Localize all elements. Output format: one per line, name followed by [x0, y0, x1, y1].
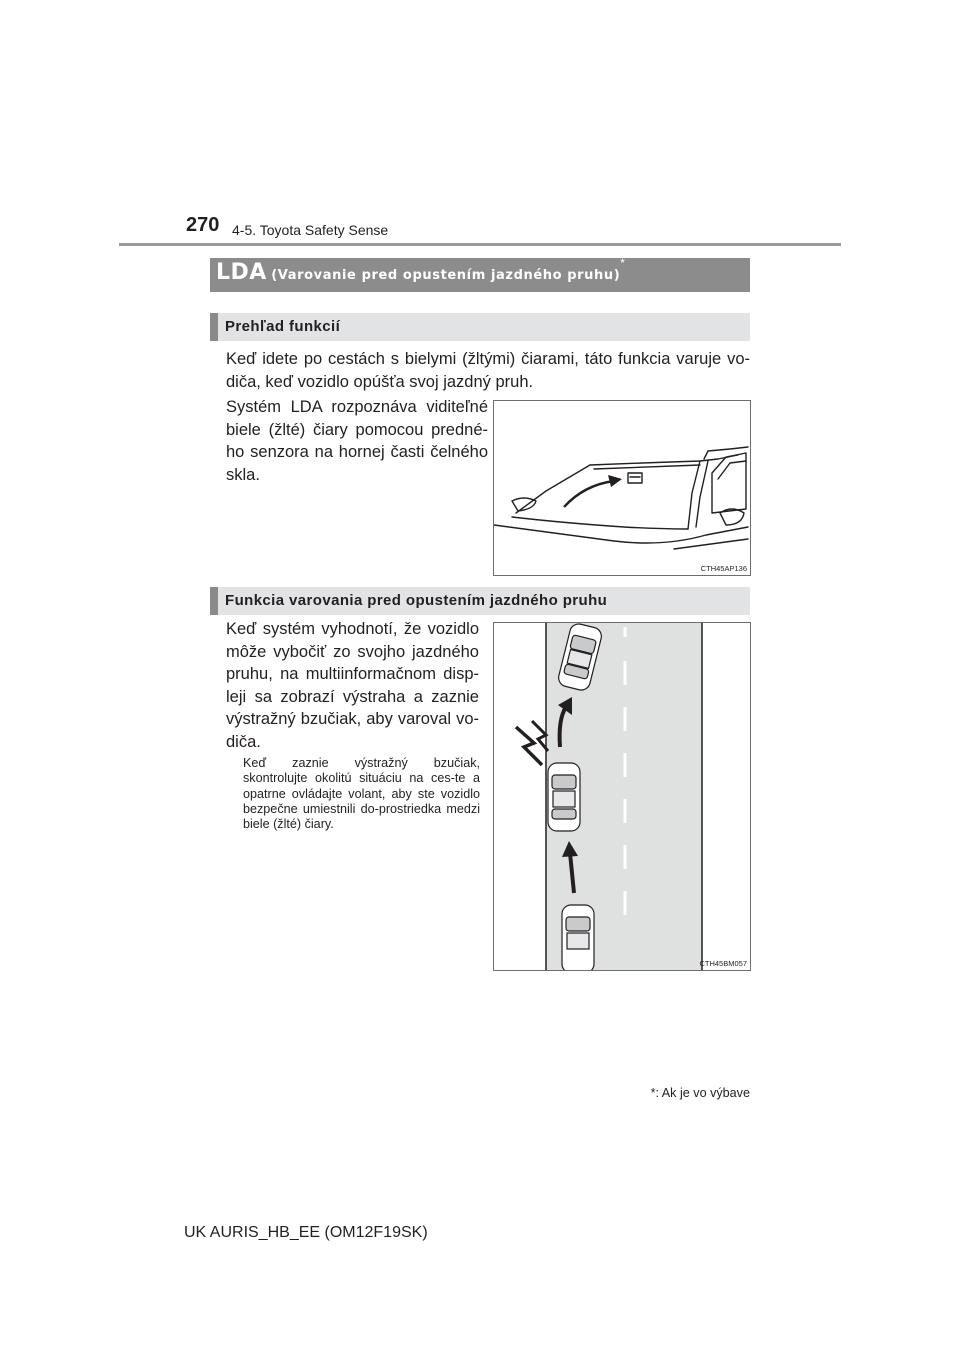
footnote [610, 1086, 750, 1100]
section-label: 4-5. Toyota Safety Sense [232, 222, 389, 238]
windshield-bottom-edge [512, 517, 688, 529]
figure-code: CTH45AP136 [700, 564, 747, 573]
section-heading-text: Funkcia varovania pred opustením jazdného pruhu [225, 592, 608, 609]
warning-paragraph: Keď systém vyhodnotí, že vozidlo môže vybočiť zo svojho jazdného pruhu, na multiinformačnom disp-leji sa zobrazí výstraha a zaznie výstražný bzučiak, aby varoval vo-diča. [226, 620, 479, 751]
windshield-left-edge [516, 465, 590, 513]
sensor-arrow [564, 481, 614, 507]
intro-paragraph: Keď idete po cestách s bielymi (žltými) čiarami, táto funkcia varuje vo-diča, keď vozidlo opúšťa svoj jazdný pruh. [226, 350, 750, 391]
windshield-illustration [494, 401, 750, 575]
car-middle [548, 763, 580, 831]
car-bottom [562, 905, 594, 970]
lane-departure-illustration [494, 623, 750, 970]
title-sub: (Varovanie pred opustením jazdného pruhu) [271, 268, 621, 283]
heading-accent [210, 587, 218, 615]
side-mirror [720, 509, 744, 525]
title-text [216, 255, 625, 285]
windshield-sensor-figure [493, 400, 751, 576]
title-bar [210, 255, 750, 292]
footnote-text: : Ak je vo výbave [655, 1086, 750, 1100]
footnote-marker: * [650, 1086, 656, 1100]
front-sensor [628, 473, 642, 483]
windshield-top-edge [590, 455, 738, 465]
left-mirror [512, 498, 536, 511]
section-heading-overview [210, 313, 750, 341]
note-paragraph: Keď zaznie výstražný bzučiak, skontrolujte okolitú situáciu na ces-te a opatrne ovládajte volant, aby ste vozidlo bezpečne umiestnili do-prostriedka medzi biele (žlté) čiary. [243, 756, 480, 832]
sensor-arrow-head [608, 475, 622, 487]
system-paragraph: Systém LDA rozpoznáva viditeľné biele (žlté) čiary pomocou predné-ho senzora na hornej časti čelného skla. [226, 398, 488, 484]
hood-line [494, 525, 748, 543]
title-main: LDA [216, 260, 267, 285]
figure-code: CTH45BM057 [699, 959, 747, 968]
lane-departure-figure [493, 622, 751, 971]
title-marker: * [620, 255, 625, 270]
section-heading-lane-warning [210, 587, 750, 615]
a-pillar [688, 461, 700, 529]
side-window-frame [718, 461, 746, 479]
warning-buzzer-icon [516, 727, 542, 765]
header-rule [119, 243, 841, 246]
section-heading-text: Prehľad funkcií [225, 318, 341, 335]
heading-accent [210, 313, 218, 341]
windshield-top-edge-inner [594, 465, 700, 469]
body-line [674, 539, 748, 549]
model-code: UK AURIS_HB_EE (OM12F19SK) [184, 1224, 428, 1241]
page-number: 270 [186, 214, 220, 236]
